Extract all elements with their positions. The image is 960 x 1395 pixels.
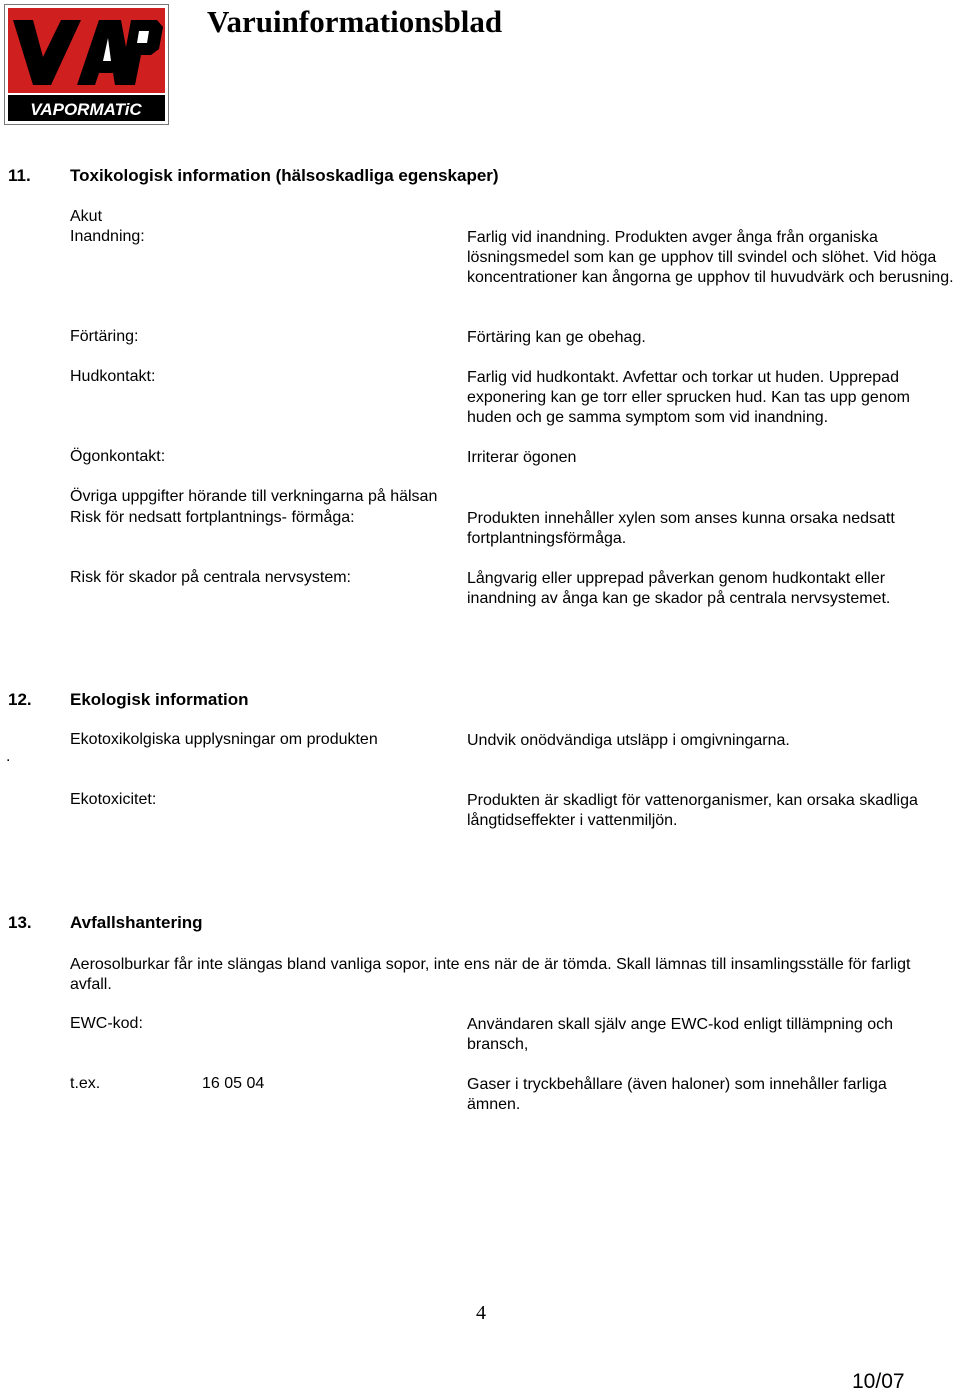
ingestion-label: Förtäring:: [70, 328, 139, 345]
disposal-paragraph: Aerosolburkar får inte slängas bland vanliga sopor, inte ens när de är tömda. Skall lämnas till insamlingsställe för farligt avfall.: [70, 956, 911, 993]
revision-date: 10/07: [852, 1370, 905, 1393]
skin-contact-label: Hudkontakt:: [70, 368, 156, 385]
other-health-heading: Övriga uppgifter hörande till verkningarna på hälsan: [70, 488, 438, 505]
fertility-risk-text: Produkten innehåller xylen som anses kunna orsaka nedsatt fortplantningsförmåga.: [467, 510, 895, 547]
page-number: 4: [476, 1302, 486, 1324]
section-12-title: Ekologisk information: [70, 690, 249, 709]
ingestion-text: Förtäring kan ge obehag.: [467, 329, 646, 346]
acute-subheading: Akut: [70, 208, 103, 225]
skin-contact-text: Farlig vid hudkontakt. Avfettar och torkar ut huden. Upprepad exponering kan ge torr eller sprucken hud. Kan tas upp genom huden och ge samma symptom som vid inandning.: [467, 369, 910, 426]
example-label: t.ex.: [70, 1075, 101, 1092]
logo-subtext: VAPORMATiC: [30, 100, 142, 119]
stray-dot: .: [6, 748, 11, 765]
section-12-number: 12.: [8, 690, 32, 709]
section-11-title: Toxikologisk information (hälsoskadliga egenskaper): [70, 166, 499, 185]
section-13-number: 13.: [8, 913, 32, 932]
ecotoxicity-text: Produkten är skadligt för vattenorganismer, kan orsaka skadliga långtidseffekter i vattenmiljön.: [467, 792, 918, 829]
ewc-code: 16 05 04: [202, 1075, 265, 1092]
document-title: Varuinformationsblad: [207, 4, 503, 39]
ecotox-info-label: Ekotoxikolgiska upplysningar om produkten: [70, 731, 378, 748]
cns-risk-text: Långvarig eller upprepad påverkan genom hudkontakt eller inandning av ånga kan ge skador på centrala nervsystemet.: [467, 570, 891, 607]
section-11-number: 11.: [8, 166, 31, 185]
section-13-title: Avfallshantering: [70, 913, 203, 932]
ewc-label: EWC-kod:: [70, 1015, 143, 1032]
vap-logo-graphic: [5, 5, 168, 124]
eye-contact-label: Ögonkontakt:: [70, 448, 166, 465]
fertility-risk-label: Risk för nedsatt fortplantnings- förmåga:: [70, 509, 355, 526]
inhalation-text: Farlig vid inandning. Produkten avger ånga från organiska lösningsmedel som kan ge upphov till svindel och slöhet. Vid höga koncentrationer kan ångorna ge upphov til huvudvärk och berusning.: [467, 229, 954, 286]
ecotoxicity-label: Ekotoxicitet:: [70, 791, 157, 808]
eye-contact-text: Irriterar ögonen: [467, 449, 577, 466]
vapormatic-logo: [4, 4, 169, 125]
cns-risk-label: Risk för skador på centrala nervsystem:: [70, 569, 351, 586]
ewc-code-description: Gaser i tryckbehållare (även haloner) som innehåller farliga ämnen.: [467, 1076, 887, 1113]
ewc-text: Användaren skall själv ange EWC-kod enligt tillämpning och bransch,: [467, 1016, 893, 1053]
ecotox-info-text: Undvik onödvändiga utsläpp i omgivningarna.: [467, 732, 790, 749]
inhalation-label: Inandning:: [70, 228, 145, 245]
